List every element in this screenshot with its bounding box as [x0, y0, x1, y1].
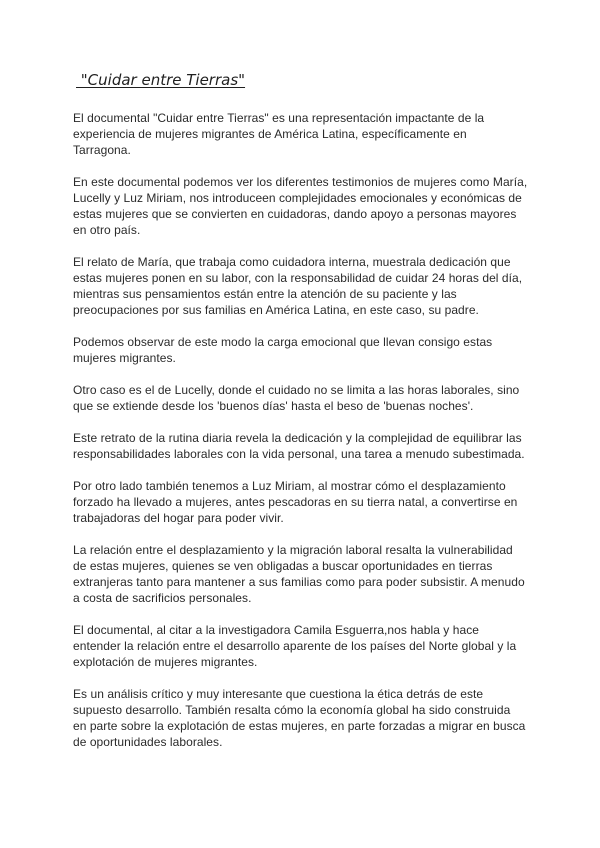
paragraph-daily-routine: Este retrato de la rutina diaria revela la dedicación y la complejidad de equilibrar las responsabilidades laborales con la vida personal, una tarea a menudo subestimada.	[73, 431, 525, 461]
paragraph-luz-miriam: Por otro lado también tenemos a Luz Miriam, al mostrar cómo el desplazamiento forzado ha llevado a mujeres, antes pescadoras en su tierra natal, a convertirse en trabajadoras del hogar para poder vivir.	[73, 479, 518, 525]
document-body	[73, 110, 535, 766]
paragraph-displacement: La relación entre el desplazamiento y la migración laboral resalta la vulnerabilidad de estas mujeres, quienes se ven obligadas a buscar oportunidades en tierras extranjeras tanto para mantener a sus familias como para poder subsistir. A menudo a costa de sacrificios personales.	[73, 543, 525, 605]
paragraph-camila-esguerra: El documental, al citar a la investigadora Camila Esguerra,nos habla y hace entender la relación entre el desarrollo aparente de los países del Norte global y la explotación de mujeres migrantes.	[73, 623, 517, 669]
paragraph-lucelly: Otro caso es el de Lucelly, donde el cuidado no se limita a las horas laborales, sino que se extiende desde los 'buenos días' hasta el beso de 'buenas noches'.	[73, 383, 520, 413]
paragraph-maria: El relato de María, que trabaja como cuidadora interna, muestrala dedicación que estas mujeres ponen en su labor, con la responsabilidad de cuidar 24 horas del día, mientras sus pensamientos están entre la atención de su paciente y las preocupaciones por sus familias en América Latina, en este caso, su padre.	[73, 255, 523, 317]
paragraph-intro: El documental "Cuidar entre Tierras" es una representación impactante de la experiencia de mujeres migrantes de América Latina, específicamente en Tarragona.	[73, 111, 485, 157]
paragraph-emotional-load: Podemos observar de este modo la carga emocional que llevan consigo estas mujeres migrantes.	[73, 335, 493, 365]
paragraph-testimonies: En este documental podemos ver los diferentes testimonios de mujeres como María, Lucelly y Luz Miriam, nos introduceen complejidades emocionales y económicas de estas mujeres que se convierten en cuidadoras, dando apoyo a personas mayores en otro país.	[73, 175, 528, 237]
document-title: "Cuidar entre Tierras"	[76, 71, 246, 89]
paragraph-critical-analysis: Es un análisis crítico y muy interesante que cuestiona la ética detrás de este supuesto desarrollo. También resalta cómo la economía global ha sido construida en parte sobre la explotación de estas mujeres, en parte forzadas a migrar en busca de oportunidades laborales.	[73, 687, 526, 749]
